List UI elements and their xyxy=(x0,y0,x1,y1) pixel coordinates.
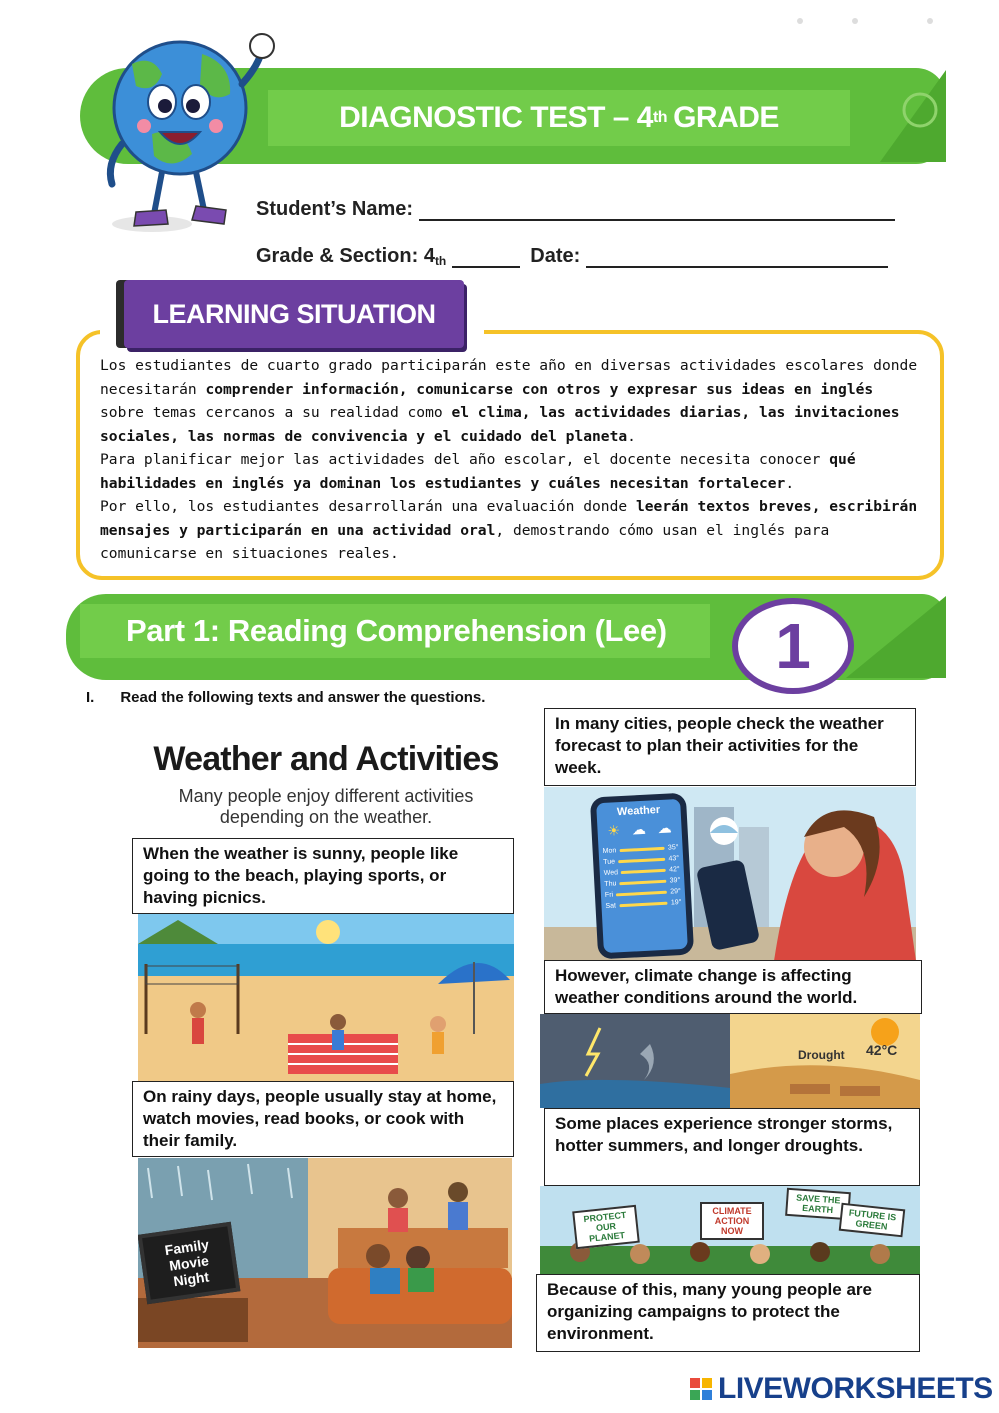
phone-app-title: Weather xyxy=(616,803,661,819)
rain-cloud-icon: ☁ xyxy=(631,820,647,838)
poster-title: Weather and Activities xyxy=(153,740,499,778)
protest-sign: SAVE THE EARTH xyxy=(785,1188,851,1220)
temperature-label: 42°C xyxy=(866,1042,898,1058)
forecast-bar xyxy=(616,891,667,897)
globe-mascot-icon xyxy=(92,24,282,238)
forecast-bar xyxy=(618,858,666,863)
student-name-input[interactable] xyxy=(419,201,895,221)
student-name-label: Student’s Name: xyxy=(256,198,414,220)
tv-screen: Family Movie Night xyxy=(138,1222,240,1304)
instruction: I. Read the following texts and answer the questions. xyxy=(86,689,486,706)
date-input[interactable] xyxy=(586,248,888,268)
cloud-icon: ☁ xyxy=(657,819,673,837)
forecast-temp: 42° xyxy=(668,866,680,874)
beach-illustration xyxy=(138,914,514,1082)
protest-signs xyxy=(540,1186,920,1274)
weather-app-illustration xyxy=(544,787,916,961)
ls-paragraph-1: Los estudiantes de cuarto grado participarán este año en diversas actividades escolares donde necesitarán comprender información, comunicarse con otros y expresar sus ideas en inglés sobre temas cercanos a su realidad como el clima, las actividades diarias, las invitaciones sociales, las normas de convivencia y el cuidado del planeta. xyxy=(100,357,918,445)
rainy-text-box: On rainy days, people usually stay at home, watch movies, read books, or cook with their family. xyxy=(132,1081,514,1157)
forecast-bar xyxy=(621,869,666,874)
learning-situation-text xyxy=(100,354,922,566)
forecast-bar xyxy=(619,847,665,852)
forecast-temp: 35° xyxy=(667,844,679,852)
sun-icon: ☀ xyxy=(607,822,621,839)
part1-banner-fold xyxy=(846,596,946,678)
forecast-day: Thu xyxy=(604,880,617,888)
part1-title: Part 1: Reading Comprehension (Lee) xyxy=(80,604,710,658)
protest-sign: CLIMATE ACTION NOW xyxy=(700,1202,764,1240)
storm-drought-icon xyxy=(540,1014,920,1108)
grade-section-field: Grade & Section: 4 $_{th}$ Date: xyxy=(256,245,888,268)
decorative-dots xyxy=(790,14,940,28)
campaign-illustration xyxy=(540,1186,920,1274)
climate-text-box: However, climate change is affecting weather conditions around the world. xyxy=(544,960,922,1014)
student-name-field xyxy=(256,198,895,221)
forecast-temp: 19° xyxy=(670,898,682,907)
forecast-bar xyxy=(619,880,666,885)
banner-fold-decoration xyxy=(880,70,946,162)
logo-text: LIVEWORKSHEETS xyxy=(718,1372,993,1405)
forecast-day: Mon xyxy=(602,847,617,856)
learning-situation-tag: LEARNING SITUATION xyxy=(124,280,464,348)
forecast-list xyxy=(602,842,681,912)
grade-section-input[interactable] xyxy=(452,248,520,268)
campaign-text-box: Because of this, many young people are organizing campaigns to protect the environment. xyxy=(536,1274,920,1352)
climate-illustration xyxy=(540,1014,920,1108)
forecast-text-box: In many cities, people check the weather forecast to plan their activities for the week. xyxy=(544,708,916,786)
family-room-illustration xyxy=(138,1158,512,1348)
ls-paragraph-3: Por ello, los estudiantes desarrollarán una evaluación donde leerán textos breves, escribirán mensajes y participarán en una actividad oral, demostrando cómo usan el inglés para comunicarse en situaciones reales. xyxy=(100,498,918,562)
page-title: DIAGNOSTIC TEST – 4 th GRADE xyxy=(268,90,850,146)
grade-label: Grade & Section: 4 xyxy=(256,245,435,267)
liveworksheets-logo xyxy=(690,1372,993,1406)
liveworksheets-logo-icon xyxy=(690,1378,712,1400)
ls-paragraph-2: Para planificar mejor las actividades del año escolar, el docente necesita conocer qué habilidades en inglés ya dominan los estudiantes y cuáles necesitan fortalecer. xyxy=(100,451,856,492)
poster-subtitle: Many people enjoy different activities depending on the weather. xyxy=(178,786,474,827)
forecast-day: Wed xyxy=(603,869,619,877)
phone-device xyxy=(590,793,694,960)
forecast-temp: 29° xyxy=(670,887,682,896)
protest-sign: FUTURE IS GREEN xyxy=(839,1203,906,1238)
protest-sign: PROTECT OUR PLANET xyxy=(572,1205,640,1249)
date-label: Date: xyxy=(530,245,581,267)
forecast-bar xyxy=(619,902,668,908)
storms-text-box: Some places experience stronger storms, hotter summers, and longer droughts. xyxy=(544,1108,920,1186)
forecast-day: Fri xyxy=(604,891,614,899)
drought-label: Drought xyxy=(798,1048,845,1062)
sunny-text-box: When the weather is sunny, people like going to the beach, playing sports, or having picnics. xyxy=(132,838,514,914)
forecast-day: Tue xyxy=(603,858,616,867)
forecast-temp: 43° xyxy=(668,855,680,863)
part1-number-badge: 1 xyxy=(732,598,854,694)
forecast-temp: 39° xyxy=(669,877,681,885)
forecast-day: Sat xyxy=(605,902,617,910)
